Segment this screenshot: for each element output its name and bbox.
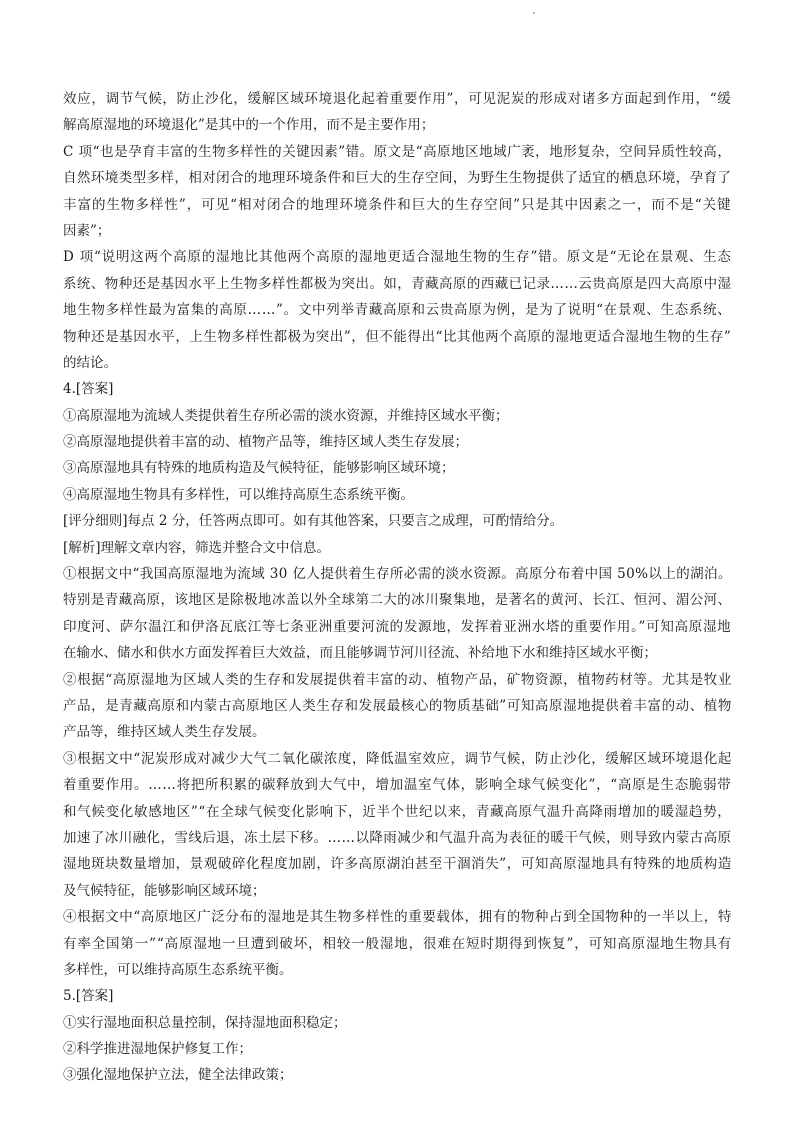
- text-line: ④高原湿地生物具有多样性，可以维持高原生态系统平衡。: [63, 486, 414, 503]
- text-line: ③根据文中“泥炭形成对减少大气二氧化碳浓度，降低温室效应，调节气候，防止沙化，缓解区域环境退化起: [63, 750, 732, 767]
- text-line: ②科学推进湿地保护修复工作；: [63, 1041, 252, 1058]
- text-line: 效应，调节气候，防止沙化，缓解区域环境退化起着重要作用”，可见泥炭的形成对诸多方面起到作用，“缓: [63, 91, 732, 107]
- text-line: ①根据文中“我国高原湿地为流域 30 亿人提供着生存所必需的淡水资源。高原分布着中国 50%以上的湖泊。: [63, 566, 732, 583]
- text-line: D 项“说明这两个高原的湿地比其他两个高原的湿地更适合湿地生物的生存”错。原文是“无论在景观、生态: [63, 249, 732, 266]
- text-line: 有率全国第一”“高原湿地一旦遭到破坏，相较一般湿地，很难在短时期得到恢复”，可知高原湿地生物具有: [63, 935, 733, 952]
- header-dot: [533, 12, 535, 14]
- text-line: 自然环境类型多样，相对闭合的地理环境条件和巨大的生存空间，为野生生物提供了适宜的栖息环境，孕育了: [63, 170, 732, 187]
- text-line: 及气候特征，能够影响区域环境；: [63, 882, 266, 899]
- text-line: 加速了冰川融化，雪线后退，冻土层下移。……以降雨减少和气温升高为表征的暖干气候，则导致内蒙古高原: [63, 829, 732, 846]
- text-line: 丰富的生物多样性”，可见“相对闭合的地理环境条件和巨大的生存空间”只是其中因素之一，而不是“关键: [63, 196, 732, 213]
- text-line: 和气候变化敏感地区”“在全球气候变化影响下，近半个世纪以来，青藏高原气温升高降雨增加的暖湿趋势，: [63, 803, 732, 820]
- text-line: 在输水、储水和供水方面发挥着巨大效益，而且能够调节河川径流、补给地下水和维持区域水平衡；: [63, 645, 657, 662]
- text-line: ②高原湿地提供着丰富的动、植物产品等，维持区域人类生存发展；: [63, 434, 468, 451]
- text-line: 5.[答案]: [63, 988, 114, 1005]
- text-line: [评分细则]每点 2 分，任答两点即可。如有其他答案，只要言之成理，可酌情给分。: [63, 513, 564, 530]
- text-line: 解高原湿地的环境退化”是其中的一个作用，而不是主要作用；: [63, 117, 435, 134]
- text-line: 产品等，维持区域人类生存发展。: [63, 724, 266, 741]
- text-line: ④根据文中“高原地区广泛分布的湿地是其生物多样性的重要载体，拥有的物种占到全国物种的一半以上，特: [63, 909, 732, 926]
- text-line: 物种还是基因水平，上生物多样性都极为突出”，但不能得出“比其他两个高原的湿地更适合湿地生物的生存”: [63, 328, 732, 345]
- text-line: 特别是青藏高原，该地区是除极地冰盖以外全球第二大的冰川聚集地，是著名的黄河、长江、恒河、湄公河、: [63, 592, 732, 609]
- text-line: 多样性，可以维持高原生态系统平衡。: [63, 961, 293, 978]
- answer-text-body: [63, 86, 743, 1089]
- text-line: 印度河、萨尔温江和伊洛瓦底江等七条亚洲重要河流的发源地，发挥着亚洲水塔的重要作用。”可知高原湿地: [63, 618, 732, 635]
- text-line: 因素”；: [63, 222, 111, 239]
- text-line: ②根据“高原湿地为区域人类的生存和发展提供着丰富的动、植物产品，矿物资源，植物药材等。尤其是牧业: [63, 671, 732, 688]
- text-line: 着重要作用。……将把所积累的碳释放到大气中，增加温室气体，影响全球气候变化”，“高原是生态脆弱带: [63, 777, 732, 794]
- text-line: ①实行湿地面积总量控制，保持湿地面积稳定；: [63, 1014, 347, 1031]
- text-line: C 项“也是孕育丰富的生物多样性的关键因素”错。原文是“高原地区地域广袤，地形复杂，空间异质性较高，: [63, 143, 732, 160]
- text-line: 的结论。: [63, 354, 117, 371]
- text-line: ①高原湿地为流域人类提供着生存所必需的淡水资源，并维持区域水平衡；: [63, 407, 509, 424]
- text-line: 系统、物种还是基因水平上生物多样性都极为突出。如，青藏高原的西藏已记录……云贵高原是四大高原中湿: [63, 275, 732, 292]
- text-line: 产品，是青藏高原和内蒙古高原地区人类生存和发展最核心的物质基础”可知高原湿地提供着丰富的动、植物: [63, 697, 732, 714]
- text-line: [解析]理解文章内容，筛选并整合文中信息。: [63, 539, 331, 556]
- text-line: 4.[答案]: [63, 381, 114, 398]
- text-line: ③高原湿地具有特殊的地质构造及气候特征，能够影响区域环境；: [63, 460, 455, 477]
- text-line: ③强化湿地保护立法，健全法律政策；: [63, 1067, 293, 1084]
- text-line: 湿地斑块数量增加，景观破碎化程度加剧，许多高原湖泊甚至干涸消失”，可知高原湿地具有特殊的地质构造: [63, 856, 732, 873]
- text-line: 地生物多样性最为富集的高原……”。文中列举青藏高原和云贵高原为例，是为了说明“在景观、生态系统、: [63, 302, 732, 319]
